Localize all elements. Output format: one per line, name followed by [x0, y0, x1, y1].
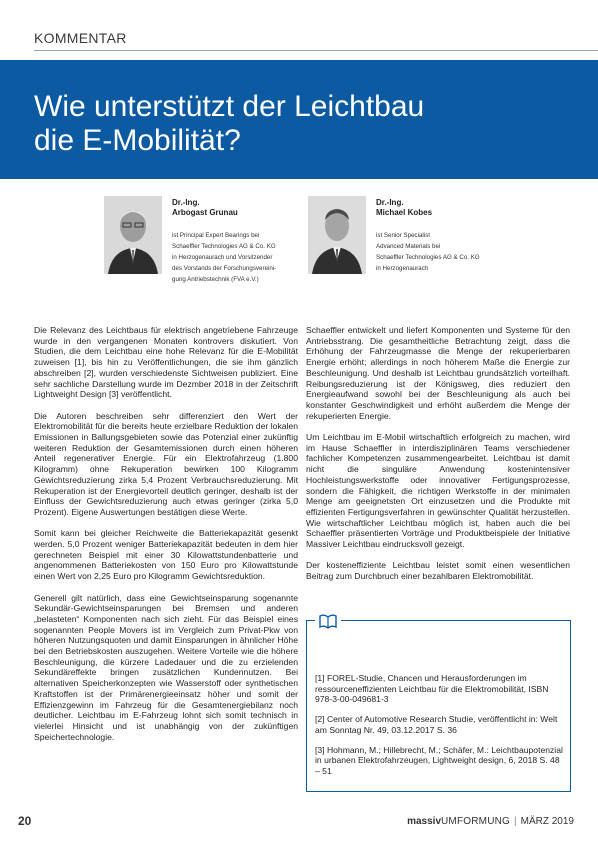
- author-photo: [104, 196, 162, 274]
- brand-rest: UMFORMUNG: [441, 816, 511, 827]
- reference-item: [1] FOREL-Studie, Chancen und Herausforderungen im ressourceneffizienten Leichtbau für die Elektromobilität, ISBN 978-3-00-049681-3: [315, 673, 549, 705]
- title-line-2: die E-Mobilität?: [34, 124, 241, 157]
- body-paragraph: Um Leichtbau im E-Mobil wirtschaftlich erfolgreich zu machen, wird im Hause Schaeffler in interdisziplinären Teams verschiedener fachlicher Kompetenzen zusammengearbeitet. Leichtbau ist damit nicht die singuläre Anwendung kostenintensiver Hochleistungswerkstoffe oder innovativer Fertigungsprozesse, sondern die Fähigkeit, die richtigen Werkstoffe in der minimalen Menge am geeignetsten Ort einzusetzen und die Produkte mit effizienten Fertigungsverfahren in gewünschter Qualität herzustellen. Wie wirtschaftlicher Leichtbau möglich ist, haben auch die bei Schaeffler präsentierten Vorträge und Produktbeispiele der Initiative Massiver Leichtbau eindrucksvoll gezeigt.: [306, 432, 570, 550]
- rubric-divider: [34, 50, 598, 51]
- author-name: Dr.-Ing. Michael Kobes: [376, 198, 433, 217]
- issue-date: MÄRZ 2019: [520, 816, 574, 827]
- reference-list: [315, 673, 565, 786]
- body-paragraph: Somit kann bei gleicher Reichweite die Batteriekapazität gesenkt werden. 5,0 Prozent weniger Batteriekapazität bedeuten in dem hier gerechneten Beispiel mit einer 30 Kilowattstundenbatterie und angenommenen Batteriekosten von 150 Euro pro Kilowattstunde einen Wert von 2,25 Euro pro Kilogramm Gewichtsreduktion.: [34, 528, 298, 582]
- body-paragraph: Schaeffler entwickelt und liefert Komponenten und Systeme für den Antriebsstrang. Die gesamtheitliche Betrachtung zeigt, dass die Erhöhung der Fahrzeugmasse die Menge der rekuperierbaren Energie erhöht; allerdings in noch höherem Maße die Energie zur Beschleunigung. Und deshalb ist Leichtbau grundsätzlich vorteilhaft. Reibungsreduzierung ist der Königsweg, dies reduziert den Energieaufwand sowohl bei der Beschleunigung als auch bei konstanter Geschwindigkeit und erhöht außerdem die Menge der rekuperierten Energie.: [306, 325, 570, 421]
- book-icon: [315, 611, 341, 631]
- footer-separator: |: [514, 816, 517, 827]
- body-paragraph: Der kosteneffiziente Leichtbau leistet somit einen wesentlichen Beitrag zum Durchbruch einer bezahlbaren Elektromobilität.: [306, 560, 570, 582]
- page-number: 20: [18, 814, 32, 828]
- body-paragraph: Die Relevanz des Leichtbaus für elektrisch angetriebene Fahrzeuge wurde in den vergangenen Monaten kontrovers diskutiert. Von Studien, die dem Leichtbau eine hohe Relevanz für die E-Mobilität zuweisen [1], bis hin zu Veröffentlichungen, die sie ihm gänzlich abschreiben [2], wurden verschiedenste Sichtweisen publiziert. Eine sehr sachliche Darstellung wurde im Dezmber 2018 in der Zeitschrift Lightweight Design [3] veröffentlicht.: [34, 325, 298, 400]
- body-column-left: [34, 325, 298, 753]
- section-rubric: KOMMENTAR: [34, 30, 127, 46]
- author-photo: [308, 196, 366, 274]
- body-paragraph: Generell gilt natürlich, dass eine Gewichtseinsparung sogenannte Sekundär-Gewichtseinsparungen bei Bremsen und anderen „belasteten“ Komponenten nach sich zieht. Für das Beispiel eines sogenannten People Movers ist im Vergleich zum Privat-Pkw von höheren Nutzungsquoten und damit Einsparungen in ähnlicher Höhe bei den Betriebskosten auszugehen. Weitere Vorteile wie die höhere Beschleunigung, die kürzere Ladedauer und die zu erzielenden Sekundäreffekte bringen zusätzlichen Kundennutzen. Bei alternativen Speicherkonzepten wie Wasserstoff oder synthetischen Kraftstoffen ist der Primärenergieeinsatz höher und somit der Effizienzgewinn im Fahrzeug für die Gesamtenergiebilanz noch deutlicher. Leichtbau im E-Fahrzeug lohnt sich somit technisch in vielerlei Hinsicht und ist unabhängig von der zukünftigen Speichertechnologie.: [34, 592, 298, 742]
- title-banner: [0, 60, 598, 179]
- magazine-footer: [407, 816, 574, 827]
- body-column-right: [306, 325, 570, 593]
- page-title: [34, 90, 554, 158]
- author-bio: ist Senior Specialist Advanced Materials bei Schaeffler Technologies AG & Co. KG in Herzogenaurach: [376, 232, 480, 272]
- reference-item: [2] Center of Automotive Research Studie, veröffentlicht in: Welt am Sonntag Nr. 49, 03.12.2017 S. 36: [315, 714, 558, 735]
- references-box: [306, 620, 571, 792]
- brand-bold: massiv: [407, 816, 442, 827]
- author-bio: ist Principal Expert Bearings bei Schaeffler Technologies AG & Co. KG in Herzogenaurach und Vorsitzender des Vorstands der Forschungsvereini- gung Antriebstechnik (FVA e.V.): [172, 232, 277, 283]
- title-line-1: Wie unterstützt der Leichtbau: [34, 90, 425, 123]
- reference-item: [3] Hohmann, M.; Hillebrecht, M.; Schäfer, M.: Leichtbaupotenzial in urbanen Elektrofahrzeugen, Lightweight design, 6, 2018 S. 48 – 51: [315, 744, 563, 776]
- body-paragraph: Die Autoren beschreiben sehr differenziert den Wert der Elektromobilität für die bereits heute erzielbare Reduktion der lokalen Emissionen in Ballungsgebieten sowie das Potenzial einer zukünftig weiteren Reduktion der Gesamtemissionen durch einen höheren Anteil regenerativer Energie. Für ein Elektrofahrzeug (1.800 Kilogramm) ohne Rekuperation bewirken 100 Kilogramm Gewichtsreduzierung zirka 5,4 Prozent Verbrauchsreduzierung. Mit Rekuperation ist der Energievorteil deutlich geringer, deshalb ist der Einfluss der Gewichtsreduzierung auch etwas geringer (zirka 5,0 Prozent). Eigene Auswertungen bestätigen diese Werte.: [34, 410, 298, 517]
- author-name: Dr.-Ing. Arbogast Grunau: [172, 198, 238, 217]
